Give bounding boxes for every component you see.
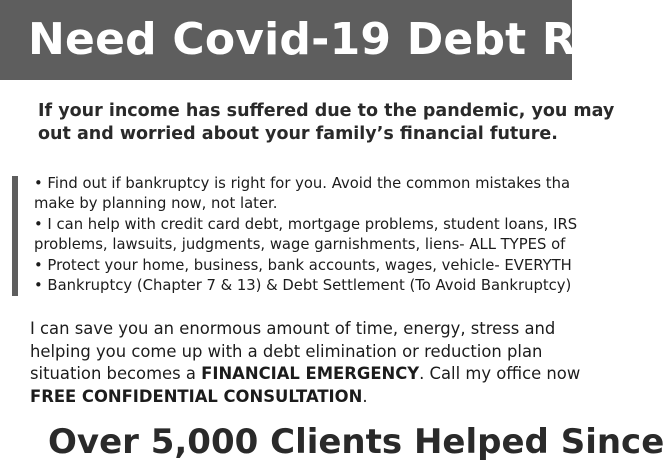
header-banner [0,0,607,80]
bullet-line: • Bankruptcy (Chapter 7 & 13) & Debt Settlement (To Avoid Bankruptcy) [34,277,572,295]
body-text: situation becomes a [30,364,202,383]
banner-title: Need Covid-19 Debt Re [28,14,607,65]
bullet-line: • I can help with credit card debt, mortgage problems, student loans, IRS [34,215,578,233]
bullet-line: • Find out if bankruptcy is right for you. Avoid the common mistakes tha [34,175,571,192]
body-line: helping you come up with a debt elimination or reduction plan [30,341,543,361]
body-line [30,386,590,409]
footer-headline: Over 5,000 Clients Helped Since [48,422,664,462]
emphasis-text: FREE CONFIDENTIAL CONSULTATION [30,386,363,406]
body-line: I can save you an enormous amount of time, energy, stress and [30,319,556,338]
bullet-line: problems, lawsuits, judgments, wage garnishments, liens- ALL TYPES of [34,236,566,254]
bullet-line: make by planning now, not later. [34,195,278,213]
body-paragraph [30,318,590,408]
body-line [30,363,590,386]
body-text: . [362,386,368,406]
intro-line: out and worried about your family’s financial future. [38,124,558,144]
emphasis-text: FINANCIAL EMERGENCY [201,364,420,383]
intro-text [38,100,615,146]
bullet-accent-bar [12,176,18,296]
body-text: . Call my office now [419,364,581,383]
bullet-list [34,174,594,296]
intro-line: If your income has suffered due to the pandemic, you may [38,101,615,121]
bullet-line: • Protect your home, business, bank accounts, wages, vehicle- EVERYTH [34,256,572,274]
